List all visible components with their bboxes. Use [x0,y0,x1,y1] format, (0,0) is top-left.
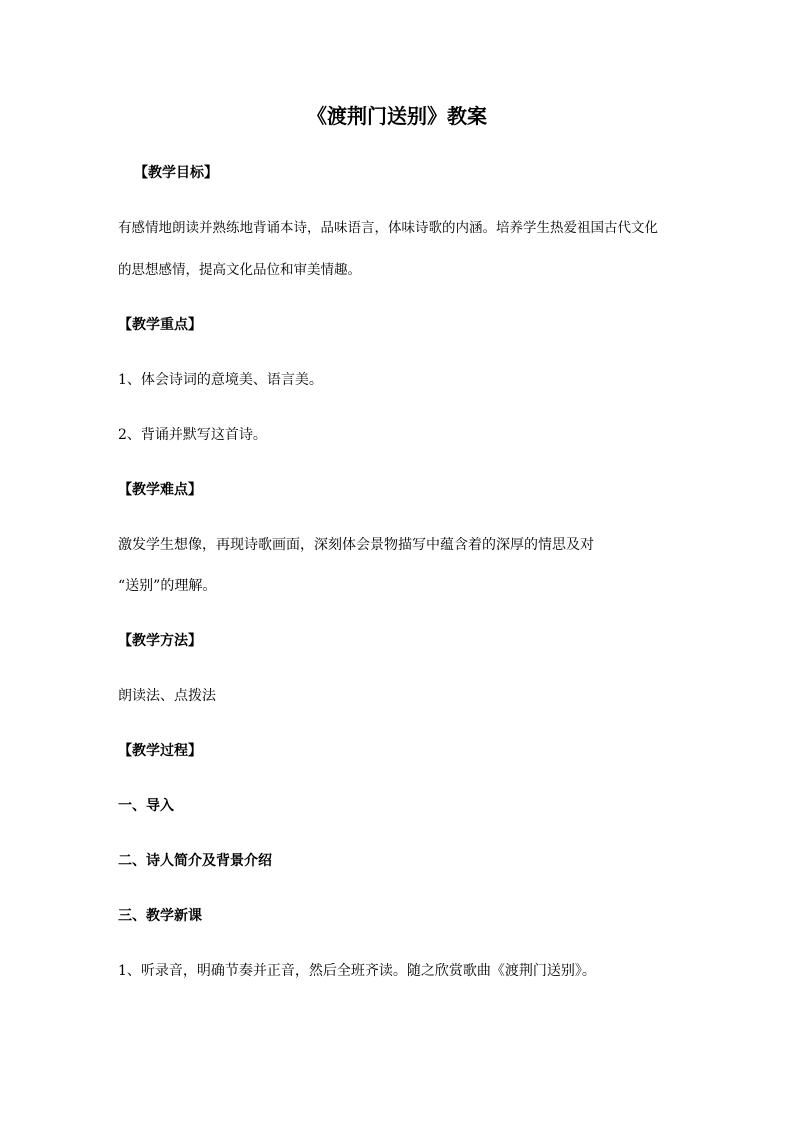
process-step-3: 三、教学新课 [118,908,202,924]
section-heading-difficulty: 【教学难点】 [118,482,202,498]
document-title: 《渡荆门送别》教案 [307,104,487,128]
section-heading-key-points: 【教学重点】 [118,317,202,333]
difficulty-paragraph-line-1: 激发学生想像，再现诗歌画面，深刻体会景物描写中蕴含着的深厚的情思及对 [118,537,594,553]
process-step-3-item-1: 1、听录音，明确节奏并正音，然后全班齐读。随之欣赏歌曲《渡荆门送别》。 [118,963,596,979]
goals-paragraph-line-2: 的思想感情，提高文化品位和审美情趣。 [118,262,361,278]
key-point-item-1: 1、体会诗词的意境美、语言美。 [118,372,323,388]
method-text: 朗读法、点拨法 [118,688,216,704]
section-heading-process: 【教学过程】 [118,743,202,759]
process-step-2: 二、诗人简介及背景介绍 [118,853,272,869]
section-heading-method: 【教学方法】 [118,633,202,649]
process-step-1: 一、导入 [118,798,174,814]
difficulty-paragraph-line-2: “送别”的理解。 [118,578,217,594]
key-point-item-2: 2、背诵并默写这首诗。 [118,427,267,443]
section-heading-goals: 【教学目标】 [134,165,218,181]
goals-paragraph-line-1: 有感情地朗读并熟练地背诵本诗，品味语言，体味诗歌的内涵。培养学生热爱祖国古代文化 [118,220,658,236]
